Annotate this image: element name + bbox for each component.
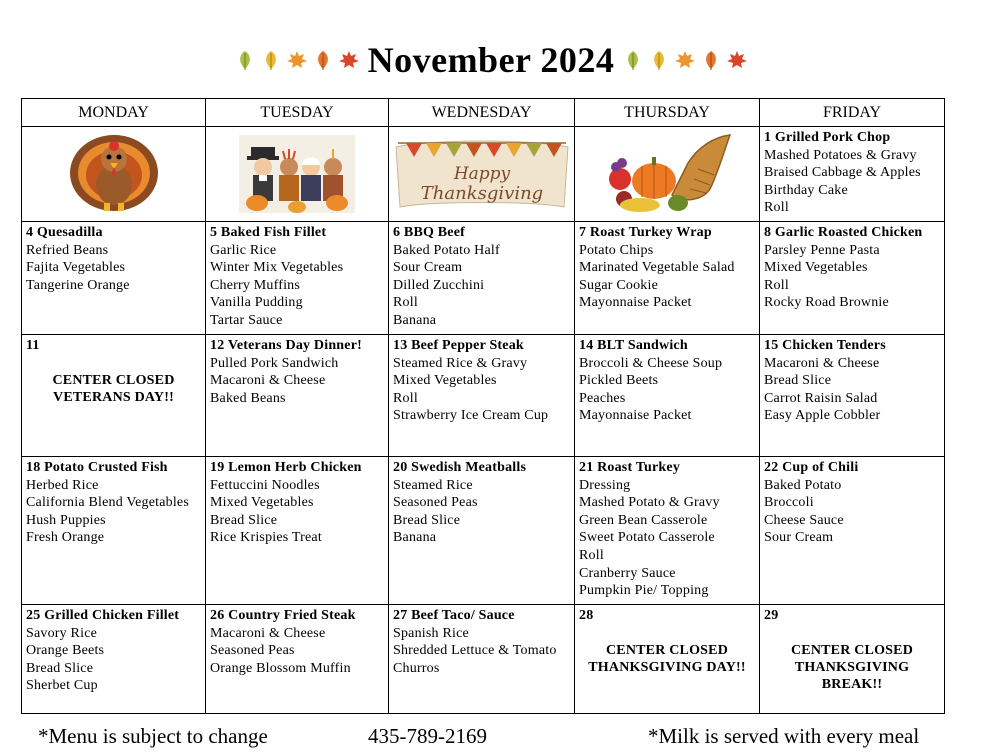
day-menu bbox=[389, 457, 574, 547]
menu-item: Macaroni & Cheese bbox=[210, 625, 326, 641]
day-menu bbox=[760, 335, 944, 425]
closed-notice-line: THANKSGIVING DAY!! bbox=[588, 659, 746, 675]
day-heading: 28 bbox=[579, 608, 594, 623]
calendar-cell bbox=[22, 127, 206, 222]
menu-item: Baked Potato Half bbox=[393, 242, 500, 258]
day-menu bbox=[389, 222, 574, 330]
day-menu bbox=[575, 605, 759, 676]
thanksgiving-banner-icon bbox=[392, 133, 572, 213]
day-menu bbox=[760, 457, 944, 547]
day-heading: 20 Swedish Meatballs bbox=[393, 460, 527, 475]
happy-thanksgiving-banner bbox=[389, 127, 574, 219]
menu-item: Mashed Potatoes & Gravy bbox=[764, 147, 917, 163]
weekday-header: TUESDAY bbox=[206, 99, 389, 127]
day-heading: 13 Beef Pepper Steak bbox=[393, 338, 524, 353]
green-leaf-icon bbox=[622, 49, 644, 71]
day-menu bbox=[206, 222, 388, 330]
menu-item: Mayonnaise Packet bbox=[579, 408, 692, 424]
menu-item: Bread Slice bbox=[393, 512, 461, 528]
calendar-cell bbox=[575, 335, 760, 457]
menu-item: Cranberry Sauce bbox=[579, 565, 676, 581]
turkey-icon bbox=[66, 129, 162, 217]
menu-item: Dilled Zucchini bbox=[393, 277, 485, 293]
weekday-header-row bbox=[22, 99, 945, 127]
day-menu bbox=[575, 335, 759, 425]
menu-item: Peaches bbox=[579, 390, 626, 406]
menu-item: Garlic Rice bbox=[210, 242, 277, 258]
calendar-cell bbox=[206, 222, 389, 335]
calendar-cell bbox=[575, 127, 760, 222]
calendar-cell bbox=[575, 222, 760, 335]
menu-item: Pumpkin Pie/ Topping bbox=[579, 583, 709, 599]
calendar-cell bbox=[389, 605, 575, 714]
title-row bbox=[0, 38, 982, 82]
menu-item: Bread Slice bbox=[764, 373, 832, 389]
day-heading: 19 Lemon Herb Chicken bbox=[210, 460, 362, 475]
closed-notice-line: CENTER CLOSED bbox=[52, 372, 175, 388]
menu-item: Tangerine Orange bbox=[26, 277, 130, 293]
menu-item: Steamed Rice & Gravy bbox=[393, 355, 528, 371]
day-menu bbox=[389, 335, 574, 425]
menu-item: Churros bbox=[393, 660, 440, 676]
page-title: November 2024 bbox=[367, 40, 615, 80]
menu-item: Fresh Orange bbox=[26, 530, 105, 546]
weekday-header: MONDAY bbox=[22, 99, 206, 127]
closed-notice-line: THANKSGIVING bbox=[794, 659, 910, 675]
menu-item: Broccoli bbox=[764, 495, 814, 511]
weekday-header: WEDNESDAY bbox=[389, 99, 575, 127]
day-menu bbox=[760, 222, 944, 312]
menu-item: Macaroni & Cheese bbox=[210, 373, 326, 389]
footer-phone: 435-789-2169 bbox=[368, 724, 487, 748]
banner-text-thanksgiving: Thanksgiving bbox=[420, 183, 543, 204]
day-menu bbox=[389, 605, 574, 677]
orange-leaf-icon bbox=[700, 49, 722, 71]
menu-item: Vanilla Pudding bbox=[210, 295, 303, 311]
menu-item: Carrot Raisin Salad bbox=[764, 390, 878, 406]
calendar-cell bbox=[22, 457, 206, 605]
menu-item: Mashed Potato & Gravy bbox=[579, 495, 720, 511]
orange-maple-leaf-icon bbox=[286, 49, 308, 71]
day-heading: 15 Chicken Tenders bbox=[764, 338, 886, 353]
leaf-decoration-left bbox=[234, 49, 360, 71]
closed-notice-line: VETERANS DAY!! bbox=[53, 389, 174, 405]
menu-item: Roll bbox=[764, 200, 789, 216]
menu-item: Seasoned Peas bbox=[393, 495, 478, 511]
menu-item: Orange Beets bbox=[26, 643, 105, 659]
menu-item: Banana bbox=[393, 312, 437, 328]
menu-item: Winter Mix Vegetables bbox=[210, 260, 344, 276]
menu-item: Refried Beans bbox=[26, 242, 109, 258]
calendar-cell bbox=[760, 335, 945, 457]
red-maple-leaf-icon bbox=[726, 49, 748, 71]
day-heading: 7 Roast Turkey Wrap bbox=[579, 225, 712, 240]
menu-item: Roll bbox=[579, 547, 604, 563]
day-heading: 4 Quesadilla bbox=[26, 225, 103, 240]
closed-notice bbox=[764, 642, 940, 693]
menu-calendar bbox=[21, 98, 945, 714]
menu-item: Braised Cabbage & Apples bbox=[764, 165, 921, 181]
menu-item: Potato Chips bbox=[579, 242, 654, 258]
menu-item: Baked Beans bbox=[210, 390, 286, 406]
week-row-2 bbox=[22, 222, 945, 335]
pilgrims-illustration bbox=[206, 127, 388, 219]
menu-item: Birthday Cake bbox=[764, 182, 848, 198]
menu-item: Cherry Muffins bbox=[210, 277, 301, 293]
closed-notice bbox=[579, 642, 755, 676]
menu-item: Sour Cream bbox=[764, 530, 834, 546]
menu-item: Pulled Pork Sandwich bbox=[210, 355, 339, 371]
yellow-leaf-icon bbox=[260, 49, 282, 71]
menu-item: Roll bbox=[393, 295, 418, 311]
day-heading: 11 bbox=[26, 338, 40, 353]
menu-item: Spanish Rice bbox=[393, 625, 469, 641]
menu-item: Mayonnaise Packet bbox=[579, 295, 692, 311]
menu-item: Marinated Vegetable Salad bbox=[579, 260, 735, 276]
menu-item: Fettuccini Noodles bbox=[210, 477, 320, 493]
menu-item: Cheese Sauce bbox=[764, 512, 844, 528]
calendar-cell bbox=[22, 335, 206, 457]
closed-notice bbox=[26, 372, 201, 406]
closed-notice-line: CENTER CLOSED bbox=[790, 642, 914, 658]
day-menu bbox=[22, 605, 205, 695]
day-heading: 14 BLT Sandwich bbox=[579, 338, 688, 353]
calendar-cell bbox=[22, 222, 206, 335]
day-menu bbox=[760, 127, 944, 217]
footer-menu-note: *Menu is subject to change bbox=[38, 724, 268, 748]
menu-item: Baked Potato bbox=[764, 477, 842, 493]
calendar-cell bbox=[206, 605, 389, 714]
calendar-cell bbox=[389, 335, 575, 457]
menu-item: Strawberry Ice Cream Cup bbox=[393, 408, 549, 424]
menu-item: Parsley Penne Pasta bbox=[764, 242, 880, 258]
menu-item: Rocky Road Brownie bbox=[764, 295, 889, 311]
day-menu bbox=[22, 457, 205, 547]
calendar-cell bbox=[206, 127, 389, 222]
menu-item: Dressing bbox=[579, 477, 631, 493]
weekday-header: FRIDAY bbox=[760, 99, 945, 127]
day-heading: 26 Country Fried Steak bbox=[210, 608, 356, 623]
calendar-cell bbox=[389, 222, 575, 335]
red-maple-leaf-icon bbox=[338, 49, 360, 71]
menu-item: Roll bbox=[393, 390, 418, 406]
calendar-cell bbox=[760, 605, 945, 714]
day-menu bbox=[760, 605, 944, 693]
day-heading: 8 Garlic Roasted Chicken bbox=[764, 225, 923, 240]
pilgrims-icon bbox=[237, 129, 357, 217]
day-heading: 29 bbox=[764, 608, 779, 623]
menu-item: Roll bbox=[764, 277, 789, 293]
menu-item: Seasoned Peas bbox=[210, 643, 295, 659]
green-leaf-icon bbox=[234, 49, 256, 71]
day-menu bbox=[206, 457, 388, 547]
menu-item: Mixed Vegetables bbox=[393, 373, 497, 389]
menu-item: Shredded Lettuce & Tomato bbox=[393, 643, 557, 659]
day-heading: 25 Grilled Chicken Fillet bbox=[26, 608, 180, 623]
week-row-1 bbox=[22, 127, 945, 222]
calendar-cell bbox=[22, 605, 206, 714]
menu-item: Herbed Rice bbox=[26, 477, 99, 493]
menu-item: Tartar Sauce bbox=[210, 312, 283, 328]
menu-item: Easy Apple Cobbler bbox=[764, 408, 881, 424]
day-heading: 22 Cup of Chili bbox=[764, 460, 859, 475]
week-row-4 bbox=[22, 457, 945, 605]
menu-item: Sugar Cookie bbox=[579, 277, 659, 293]
closed-notice-line: CENTER CLOSED bbox=[605, 642, 729, 658]
menu-item: Pickled Beets bbox=[579, 373, 659, 389]
orange-maple-leaf-icon bbox=[674, 49, 696, 71]
menu-item: California Blend Vegetables bbox=[26, 495, 189, 511]
day-menu bbox=[22, 222, 205, 294]
day-heading: 18 Potato Crusted Fish bbox=[26, 460, 168, 475]
menu-item: Sour Cream bbox=[393, 260, 463, 276]
menu-item: Hush Puppies bbox=[26, 512, 106, 528]
menu-item: Mixed Vegetables bbox=[764, 260, 868, 276]
calendar-cell bbox=[575, 457, 760, 605]
calendar-cell bbox=[389, 127, 575, 222]
day-heading: 1 Grilled Pork Chop bbox=[764, 130, 891, 145]
menu-item: Sherbet Cup bbox=[26, 678, 98, 694]
day-menu bbox=[22, 335, 205, 406]
cornucopia-illustration bbox=[575, 127, 759, 219]
menu-item: Sweet Potato Casserole bbox=[579, 530, 715, 546]
footer-milk-note: *Milk is served with every meal bbox=[648, 724, 920, 748]
week-row-5 bbox=[22, 605, 945, 714]
menu-item: Rice Krispies Treat bbox=[210, 530, 322, 546]
day-menu bbox=[575, 222, 759, 312]
day-menu bbox=[575, 457, 759, 600]
menu-item: Bread Slice bbox=[26, 660, 94, 676]
calendar-cell bbox=[206, 457, 389, 605]
calendar-cell bbox=[760, 457, 945, 605]
day-heading: 5 Baked Fish Fillet bbox=[210, 225, 327, 240]
menu-item: Mixed Vegetables bbox=[210, 495, 314, 511]
week-row-3 bbox=[22, 335, 945, 457]
menu-item: Bread Slice bbox=[210, 512, 278, 528]
menu-item: Broccoli & Cheese Soup bbox=[579, 355, 723, 371]
menu-item: Steamed Rice bbox=[393, 477, 473, 493]
orange-leaf-icon bbox=[312, 49, 334, 71]
day-menu bbox=[206, 335, 388, 407]
menu-item: Orange Blossom Muffin bbox=[210, 660, 351, 676]
menu-item: Fajita Vegetables bbox=[26, 260, 126, 276]
menu-item: Green Bean Casserole bbox=[579, 512, 708, 528]
weekday-header: THURSDAY bbox=[575, 99, 760, 127]
banner-text-happy: Happy bbox=[453, 164, 510, 184]
day-heading: 6 BBQ Beef bbox=[393, 225, 465, 240]
day-heading: 12 Veterans Day Dinner! bbox=[210, 338, 362, 353]
yellow-leaf-icon bbox=[648, 49, 670, 71]
cornucopia-icon bbox=[602, 129, 732, 217]
day-menu bbox=[206, 605, 388, 677]
leaf-decoration-right bbox=[622, 49, 748, 71]
turkey-illustration bbox=[22, 127, 205, 219]
calendar-cell bbox=[389, 457, 575, 605]
day-heading: 21 Roast Turkey bbox=[579, 460, 681, 475]
closed-notice-line: BREAK!! bbox=[821, 676, 883, 692]
menu-item: Macaroni & Cheese bbox=[764, 355, 880, 371]
menu-item: Banana bbox=[393, 530, 437, 546]
day-heading: 27 Beef Taco/ Sauce bbox=[393, 608, 515, 623]
menu-item: Savory Rice bbox=[26, 625, 98, 641]
calendar-cell bbox=[206, 335, 389, 457]
calendar-cell bbox=[575, 605, 760, 714]
calendar-cell bbox=[760, 222, 945, 335]
calendar-cell bbox=[760, 127, 945, 222]
